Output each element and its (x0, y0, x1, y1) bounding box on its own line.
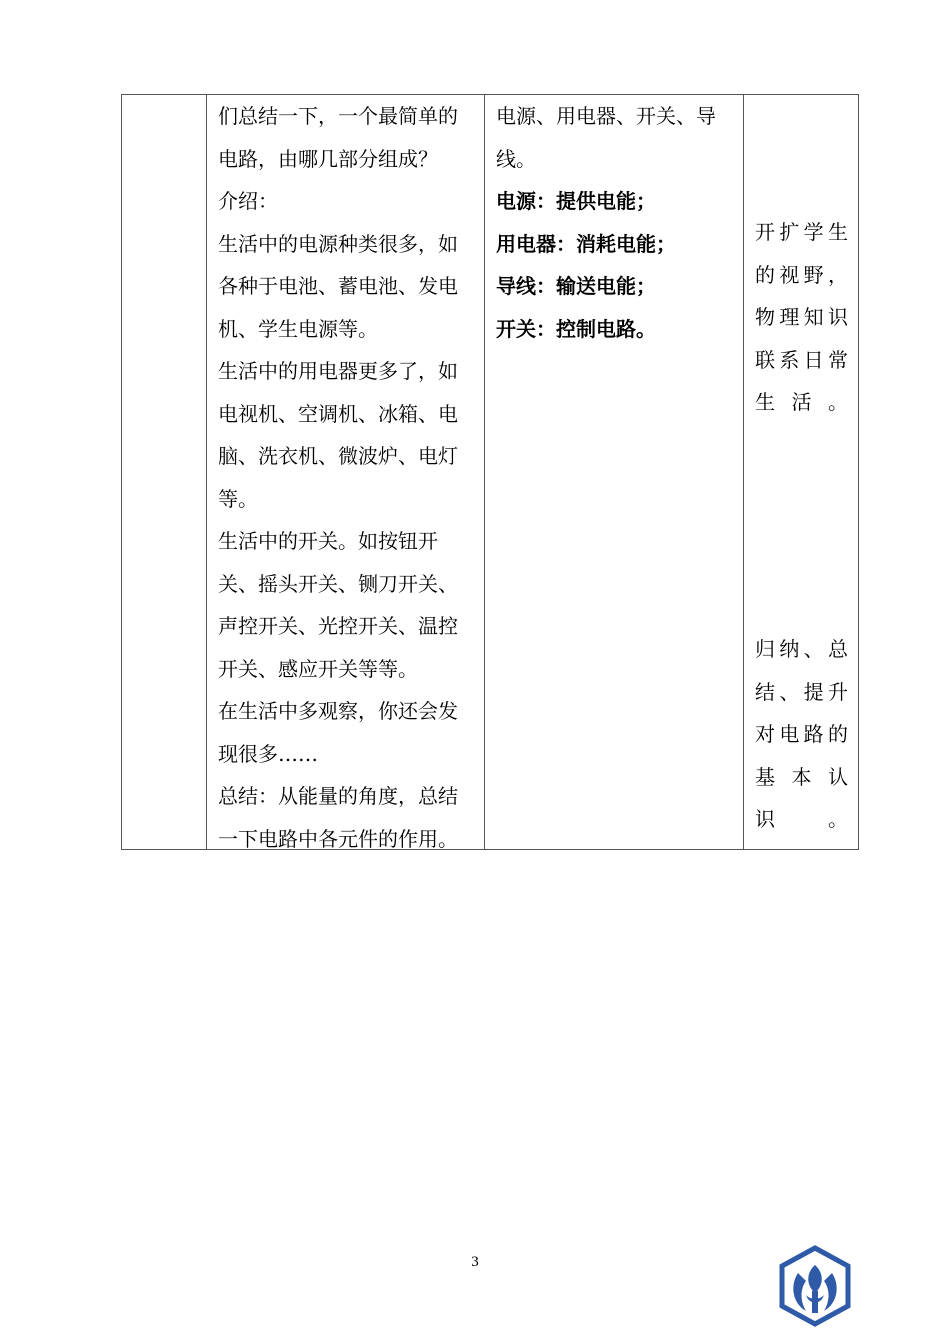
teacher-text-line: 在生活中多观察，你还会发 (218, 699, 458, 723)
design-note-summarize (755, 628, 848, 841)
teacher-text-line: 电路，由哪几部分组成？ (218, 146, 438, 171)
design-note-line: 的视野， (755, 262, 848, 287)
design-note-line: 结、提升 (755, 679, 848, 704)
teacher-text-line: 介绍： (218, 189, 278, 213)
design-note-line: 联系日常 (755, 347, 848, 372)
school-emblem-icon (776, 1245, 854, 1327)
teacher-text-line: 机、学生电源等。 (218, 316, 378, 341)
teacher-text-line: 生活中的用电器更多了，如 (218, 359, 458, 383)
student-activity-cell (485, 95, 744, 850)
design-note-line: 开扩学生 (755, 220, 848, 244)
design-intent-cell (744, 95, 859, 850)
teacher-text-line: 现很多…… (218, 741, 318, 766)
component-role-line: 开关：控制电路。 (496, 316, 656, 341)
teacher-text-line: 电视机、空调机、冰箱、电 (218, 401, 458, 426)
design-note-line: 基本认 (755, 764, 848, 789)
table-row (122, 95, 859, 850)
teacher-text-line: 脑、洗衣机、微波炉、电灯 (218, 444, 458, 468)
lesson-table (121, 94, 859, 850)
teacher-text-line: 一下电路中各元件的作用。 (218, 826, 458, 851)
design-note-line: 物理知识 (755, 305, 848, 329)
design-note-line: 生活。 (755, 390, 848, 414)
student-text-line: 线。 (496, 146, 536, 171)
teacher-text-line: 关、摇头开关、铡刀开关、 (218, 571, 458, 596)
component-role-line: 电源：提供电能； (496, 189, 656, 213)
teacher-text-line: 生活中的电源种类很多，如 (218, 231, 458, 256)
page-number: 3 (471, 1254, 479, 1270)
design-note-broaden (755, 211, 848, 424)
teacher-text-line: 们总结一下，一个最简单的 (218, 104, 458, 128)
component-role-line: 用电器：消耗电能； (496, 231, 676, 256)
teacher-text-line: 声控开关、光控开关、温控 (218, 614, 458, 638)
teacher-text-line: 各种于电池、蓄电池、发电 (218, 274, 458, 298)
teacher-text-line: 等。 (218, 486, 258, 511)
student-text-line: 电源、用电器、开关、导 (496, 104, 716, 128)
teacher-activity-cell (207, 95, 485, 850)
teacher-text-line: 开关、感应开关等等。 (218, 656, 418, 681)
teacher-text-line: 生活中的开关。如按钮开 (218, 529, 438, 553)
blank-cell (122, 95, 207, 850)
component-role-line: 导线：输送电能； (496, 274, 656, 298)
design-note-line: 识。 (755, 807, 848, 831)
teacher-text-line: 总结：从能量的角度，总结 (218, 784, 458, 808)
design-note-line: 归纳、总 (755, 637, 848, 661)
design-note-line: 对电路的 (755, 722, 848, 746)
